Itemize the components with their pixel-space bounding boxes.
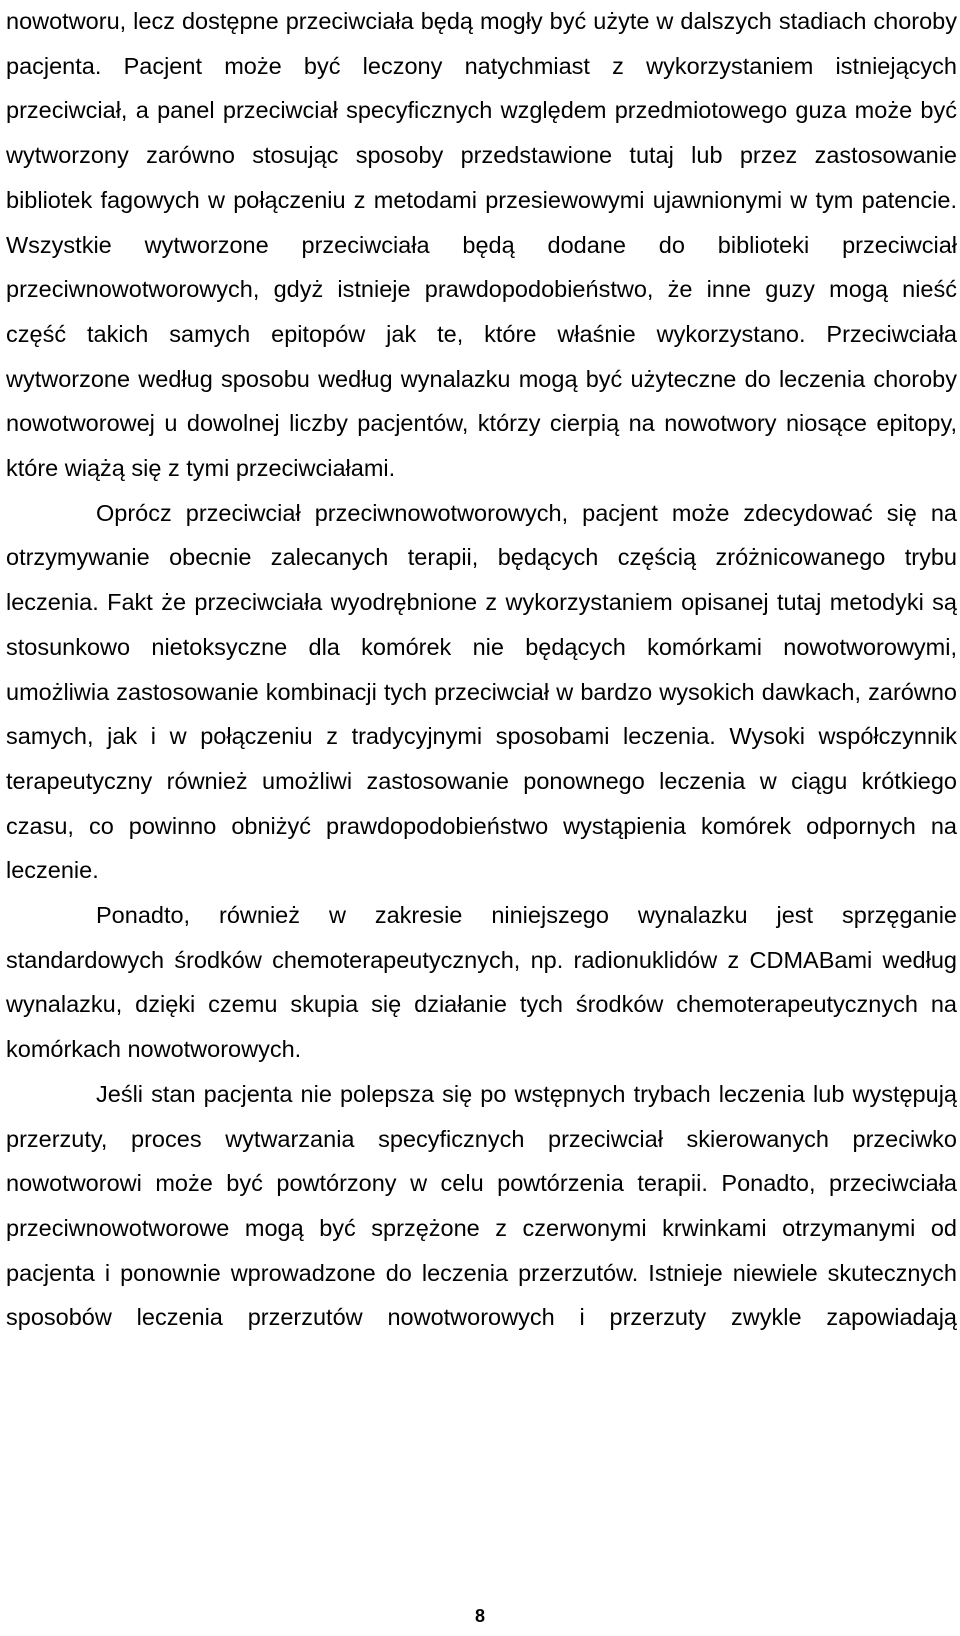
paragraph-combination-therapy: Oprócz przeciwciał przeciwnowotworowych, pacjent może zdecydować się na otrzymywanie obecnie zalecanych terapii, będących częścią zróżnicowanego trybu leczenia. Fakt że przeciwciała wyodrębnione z wykorzystaniem opisanej tutaj metodyki są stosunkowo nietoksyczne dla komórek nie będących komórkami nowotworowymi, umożliwia zastosowanie kombinacji tych przeciwciał w bardzo wysokich dawkach, zarówno samych, jak i w połączeniu z tradycyjnymi sposobami leczenia. Wysoki współczynnik terapeutyczny również umożliwi zastosowanie ponownego leczenia w ciągu krótkiego czasu, co powinno obniżyć prawdopodobieństwo wystąpienia komórek odpornych na leczenie. xyxy=(6,499,957,884)
paragraph-chemotherapeutic-conjugation: Ponadto, również w zakresie niniejszego wynalazku jest sprzęganie standardowych środków chemoterapeutycznych, np. radionuklidów z CDMABami według wynalazku, dzięki czemu skupia się działanie tych środków chemoterapeutycznych na komórkach nowotworowych. xyxy=(6,902,957,1063)
paragraph-antibody-library: nowotworu, lecz dostępne przeciwciała będą mogły być użyte w dalszych stadiach choroby pacjenta. Pacjent może być leczony natychmiast z wykorzystaniem istniejących przeciwciał, a panel przeciwciał specyficznych względem przedmiotowego guza może być wytworzony zarówno stosując sposoby przedstawione tutaj lub przez zastosowanie bibliotek fagowych w połączeniu z metodami przesiewowymi ujawnionymi w tym patencie. Wszystkie wytworzone przeciwciała będą dodane do biblioteki przeciwciał przeciwnowotworowych, gdyż istnieje prawdopodobieństwo, że inne guzy mogą nieść część takich samych epitopów jak te, które właśnie wykorzystano. Przeciwciała wytworzone według sposobu według wynalazku mogą być użyteczne do leczenia choroby nowotworowej u dowolnej liczby pacjentów, którzy cierpią na nowotwory niosące epitopy, które wiążą się z tymi przeciwciałami. xyxy=(6,8,957,482)
paragraph-metastasis-treatment: Jeśli stan pacjenta nie polepsza się po wstępnych trybach leczenia lub występują przerzuty, proces wytwarzania specyficznych przeciwciał skierowanych przeciwko nowotworowi może być powtórzony w celu powtórzenia terapii. Ponadto, przeciwciała przeciwnowotworowe mogą być sprzężone z czerwonymi krwinkami otrzymanymi od pacjenta i ponownie wprowadzone do leczenia przerzutów. Istnieje niewiele skutecznych sposobów leczenia przerzutów nowotworowych i przerzuty zwykle zapowiadają xyxy=(6,1080,957,1331)
document-page xyxy=(6,0,957,1340)
page-number: 8 xyxy=(474,1606,485,1626)
